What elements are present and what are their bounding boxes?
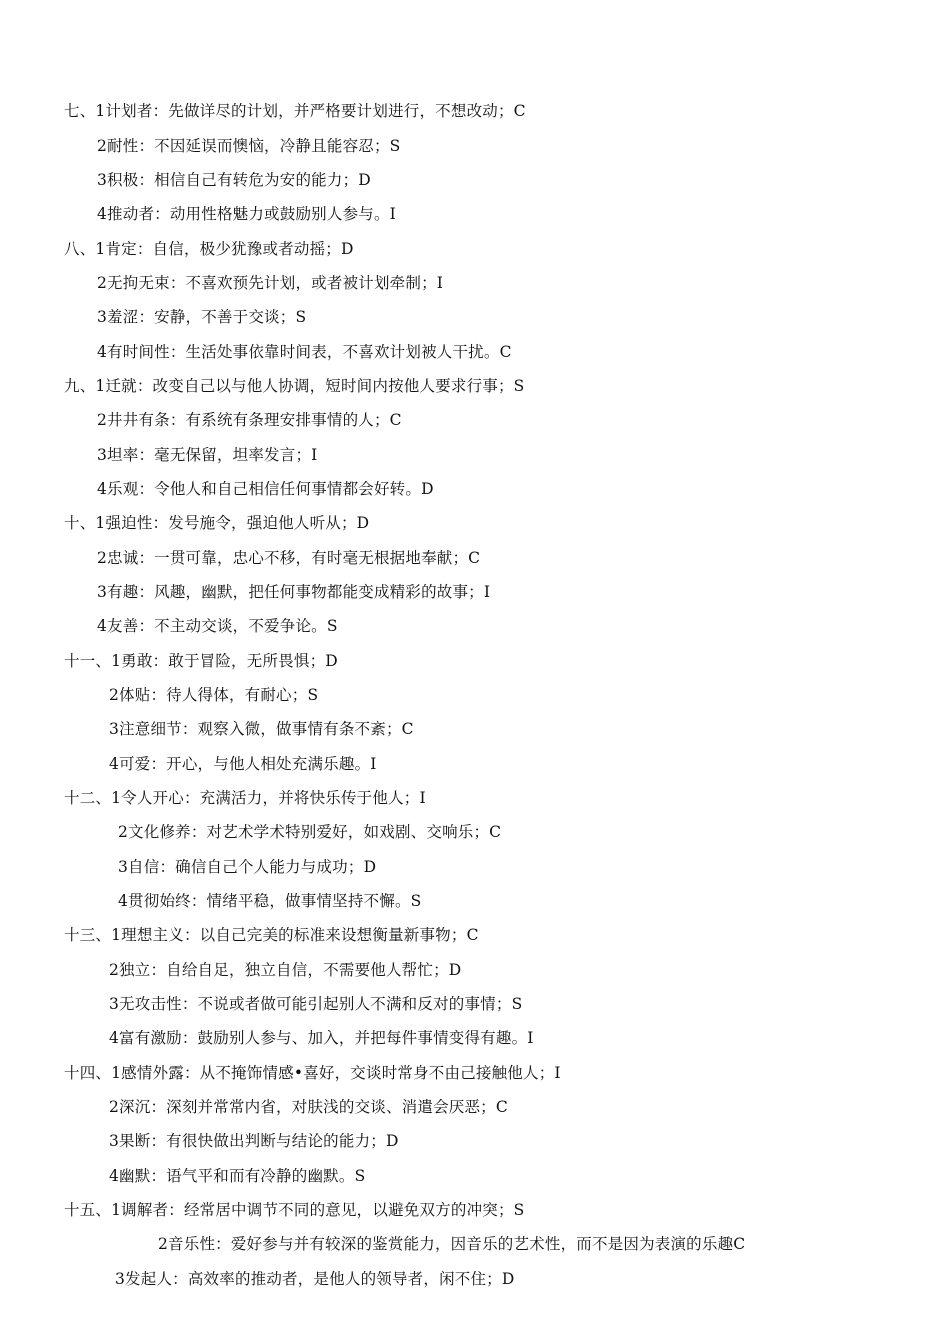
item-15-2: 2音乐性：爱好参与并有较深的鉴赏能力，因音乐的艺术性，而不是因为表演的乐趣C [158,1235,746,1253]
item-13-4: 4富有激励：鼓励别人参与、加入，并把每件事情变得有趣。I [109,1029,534,1047]
item-8-2: 2无拘无束：不喜欢预先计划，或者被计划牵制；I [97,274,444,292]
item-13-1: 十三、1理想主义：以自己完美的标准来设想衡量新事物；C [64,926,479,944]
item-7-3: 3积极：相信自己有转危为安的能力；D [97,171,371,189]
item-14-4: 4幽默：语气平和而有冷静的幽默。S [109,1167,366,1185]
item-7-1: 七、1计划者：先做详尽的计划，并严格要计划进行，不想改动；C [64,102,526,120]
item-8-3: 3羞涩：安静，不善于交谈；S [97,308,307,326]
item-8-1: 八、1肯定：自信，极少犹豫或者动摇；D [64,240,354,258]
item-10-1: 十、1强迫性：发号施令，强迫他人听从；D [64,514,370,532]
item-9-3: 3坦率：毫无保留，坦率发言；I [97,446,318,464]
item-12-1: 十二、1令人开心：充满活力，并将快乐传于他人；I [64,789,426,807]
item-13-2: 2独立：自给自足，独立自信，不需要他人帮忙；D [109,961,462,979]
item-11-1: 十一、1勇敢：敢于冒险，无所畏惧；D [64,652,338,670]
item-12-4: 4贯彻始终：情绪平稳，做事情坚持不懈。S [118,892,422,910]
item-11-3: 3注意细节：观察入微，做事情有条不紊；C [109,720,414,738]
item-14-3: 3果断：有很快做出判断与结论的能力；D [109,1132,399,1150]
item-12-3: 3自信：确信自己个人能力与成功；D [118,858,377,876]
item-14-1: 十四、1感情外露：从不掩饰情感•喜好，交谈时常身不由己接触他人；I [64,1064,561,1082]
item-9-2: 2井井有条：有系统有条理安排事情的人；C [97,411,402,429]
item-14-2: 2深沉：深刻并常常内省，对肤浅的交谈、消遣会厌恶；C [109,1098,508,1116]
item-9-1: 九、1迁就：改变自己以与他人协调，短时间内按他人要求行事；S [64,377,525,395]
item-10-2: 2忠诚：一贯可靠，忠心不移，有时毫无根据地奉献；C [97,549,481,567]
item-15-1: 十五、1调解者：经常居中调节不同的意见，以避免双方的冲突；S [64,1201,525,1219]
item-10-3: 3有趣：风趣，幽默，把任何事物都能变成精彩的故事；I [97,583,491,601]
item-13-3: 3无攻击性：不说或者做可能引起别人不满和反对的事情；S [109,995,523,1013]
item-7-4: 4推动者：动用性格魅力或鼓励别人参与。I [97,205,396,223]
item-11-4: 4可爱：开心，与他人相处充满乐趣。I [109,755,377,773]
item-8-4: 4有时间性：生活处事依靠时间表，不喜欢计划被人干扰。C [97,343,512,361]
item-15-3: 3发起人：高效率的推动者，是他人的领导者，闲不住；D [115,1270,515,1288]
item-9-4: 4乐观：令他人和自己相信任何事情都会好转。D [97,480,434,498]
item-7-2: 2耐性：不因延误而懊恼，冷静且能容忍；S [97,137,401,155]
item-12-2: 2文化修养：对艺术学术特别爱好，如戏剧、交响乐；C [118,823,502,841]
item-11-2: 2体贴：待人得体，有耐心；S [109,686,319,704]
item-10-4: 4友善：不主动交谈，不爱争论。S [97,617,338,635]
